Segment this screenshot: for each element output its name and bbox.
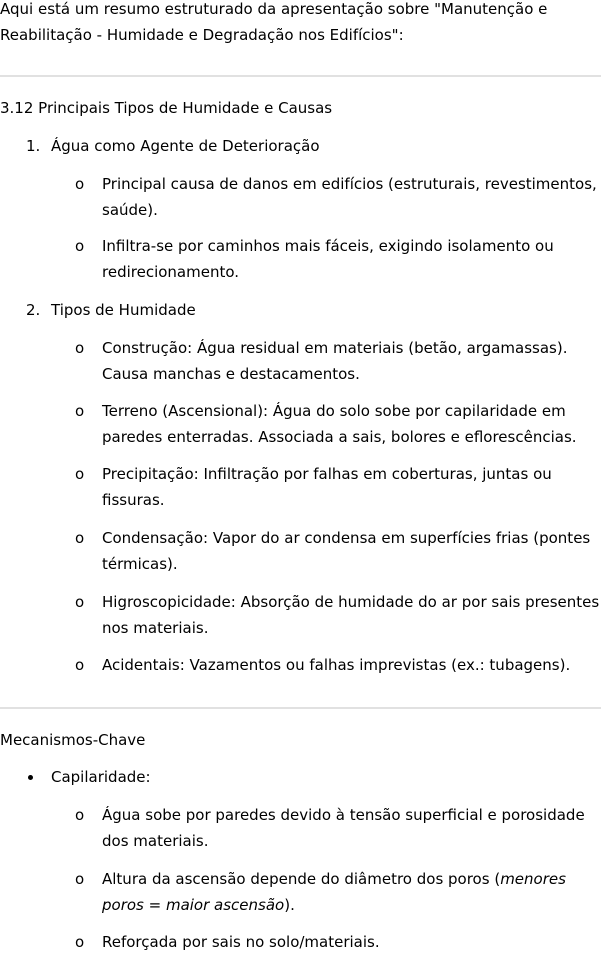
sub-item-line: redirecionamento.: [102, 263, 240, 281]
sub-item-line: Principal causa de danos em edifícios (estruturais, revestimentos,: [102, 175, 597, 193]
emphasis-text: poros = maior ascensão: [102, 896, 285, 914]
divider: [0, 75, 601, 77]
sub-item-line: térmicas).: [102, 555, 178, 573]
list-item-title: Água como Agente de Deterioração: [51, 137, 320, 155]
sub-bullet: o: [75, 339, 85, 357]
sub-bullet: o: [75, 465, 85, 483]
emphasis-text: menores: [500, 870, 566, 888]
list-number: 2.: [26, 301, 41, 319]
list-item-title: Tipos de Humidade: [51, 301, 196, 319]
intro-line-2: Reabilitação - Humidade e Degradação nos Edifícios":: [0, 26, 404, 44]
sub-item-line: Precipitação: Infiltração por falhas em coberturas, juntas ou: [102, 465, 552, 483]
sub-item-line: Água sobe por paredes devido à tensão superficial e porosidade: [102, 806, 585, 824]
divider: [0, 707, 601, 709]
sub-item-line: [102, 892, 601, 918]
sub-item-line: [102, 866, 601, 892]
sub-item-line: Causa manchas e destacamentos.: [102, 365, 360, 383]
intro-line-1: Aqui está um resumo estruturado da apresentação sobre "Manutenção e: [0, 0, 548, 18]
sub-item-line: dos materiais.: [102, 832, 209, 850]
sub-bullet: o: [75, 870, 85, 888]
sub-bullet: o: [75, 402, 85, 420]
sub-item-line: Construção: Água residual em materiais (betão, argamassas).: [102, 339, 568, 357]
sub-bullet: o: [75, 656, 85, 674]
sub-item-line: Acidentais: Vazamentos ou falhas imprevistas (ex.: tubagens).: [102, 656, 571, 674]
sub-bullet: o: [75, 806, 85, 824]
sub-item-line: saúde).: [102, 201, 158, 219]
text-segment: ).: [284, 896, 295, 914]
section-heading: 3.12 Principais Tipos de Humidade e Causas: [0, 99, 333, 117]
sub-bullet: o: [75, 175, 85, 193]
sub-item-line: Condensação: Vapor do ar condensa em superfícies frias (pontes: [102, 529, 591, 547]
sub-item-line: Infiltra-se por caminhos mais fáceis, exigindo isolamento ou: [102, 237, 554, 255]
sub-item-line: Reforçada por sais no solo/materiais.: [102, 933, 380, 951]
list-item-title: Capilaridade:: [51, 768, 151, 786]
sub-item-line: Terreno (Ascensional): Água do solo sobe por capilaridade em: [102, 402, 566, 420]
sub-item-line: fissuras.: [102, 491, 165, 509]
sub-item-line: Higroscopicidade: Absorção de humidade do ar por sais presentes: [102, 593, 600, 611]
bullet-dot: [28, 775, 33, 780]
list-number: 1.: [26, 137, 41, 155]
sub-bullet: o: [75, 933, 85, 951]
sub-bullet: o: [75, 593, 85, 611]
sub-item-line: paredes enterradas. Associada a sais, bolores e eflorescências.: [102, 428, 577, 446]
sub-bullet: o: [75, 237, 85, 255]
sub-bullet: o: [75, 529, 85, 547]
section-heading: Mecanismos-Chave: [0, 731, 146, 749]
text-segment: Altura da ascensão depende do diâmetro dos poros (: [102, 870, 501, 888]
sub-item-line: nos materiais.: [102, 619, 209, 637]
